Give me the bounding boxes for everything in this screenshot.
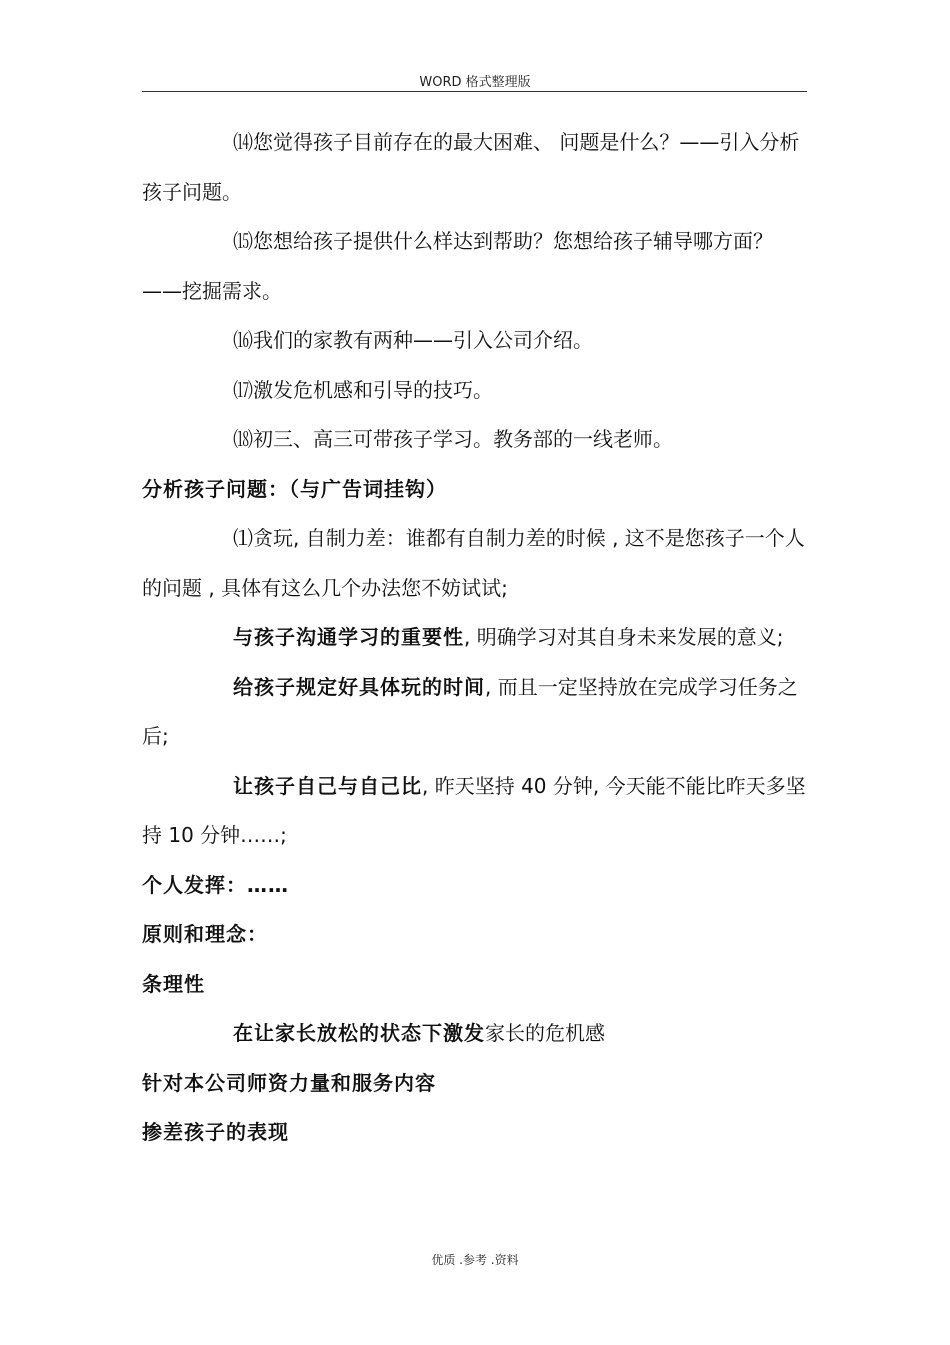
- personal-heading: 个人发挥：……: [142, 872, 289, 897]
- tip-2-text: , 而且一定坚持放在完成学习任务之后;: [142, 674, 798, 748]
- document-body: [142, 118, 807, 1158]
- crisis-text: 家长的危机感: [485, 1021, 605, 1045]
- paragraph-tip-3: [142, 762, 807, 861]
- paragraph-tip-2: [142, 663, 807, 762]
- tip-3-bold: 让孩子自己与自己比: [233, 773, 422, 798]
- paragraph-question-18: ⒅初三、高三可带孩子学习。教务部的一线老师。: [233, 427, 673, 451]
- page-header: WORD 格式整理版: [419, 75, 531, 90]
- targeted-heading: 针对本公司师资力量和服务内容: [142, 1070, 436, 1095]
- crisis-line: [142, 1009, 807, 1059]
- principles-heading: 原则和理念：: [142, 922, 268, 946]
- paragraph-problem-1: ⑴贪玩, 自制力差：谁都有自制力差的时候 , 这不是您孩子一个人的问题 , 具体有这么几个办法您不妨试试;: [142, 526, 805, 600]
- tip-1-text: , 明确学习对其自身未来发展的意义;: [464, 625, 784, 649]
- paragraph-tip-1: [142, 613, 807, 663]
- paragraph-question-15: ⒂您想给孩子提供什么样达到帮助？您想给孩子辅导哪方面？——挖掘需求。: [142, 229, 773, 303]
- mix-heading: 掺差孩子的表现: [142, 1120, 289, 1144]
- crisis-bold: 在让家长放松的状态下激发: [233, 1021, 485, 1045]
- tip-1-bold: 与孩子沟通学习的重要性: [233, 625, 464, 649]
- tip-2-bold: 给孩子规定好具体玩的时间: [233, 674, 485, 699]
- header-divider: [142, 91, 807, 92]
- logic-heading: 条理性: [142, 971, 205, 996]
- page-footer: 优质 .参考 .资料: [431, 1253, 519, 1267]
- paragraph-question-16: ⒃我们的家教有两种——引入公司介绍。: [233, 328, 593, 352]
- section-title: 分析孩子问题：（与广告词挂钩）: [142, 476, 447, 501]
- paragraph-question-17: ⒄激发危机感和引导的技巧。: [233, 377, 493, 402]
- tip-3-text: , 昨天坚持 40 分钟, 今天能不能比昨天多坚持 10 分钟……;: [142, 773, 806, 847]
- paragraph-question-14: ⒁您觉得孩子目前存在的最大困难、 问题是什么？——引入分析孩子问题。: [142, 130, 800, 204]
